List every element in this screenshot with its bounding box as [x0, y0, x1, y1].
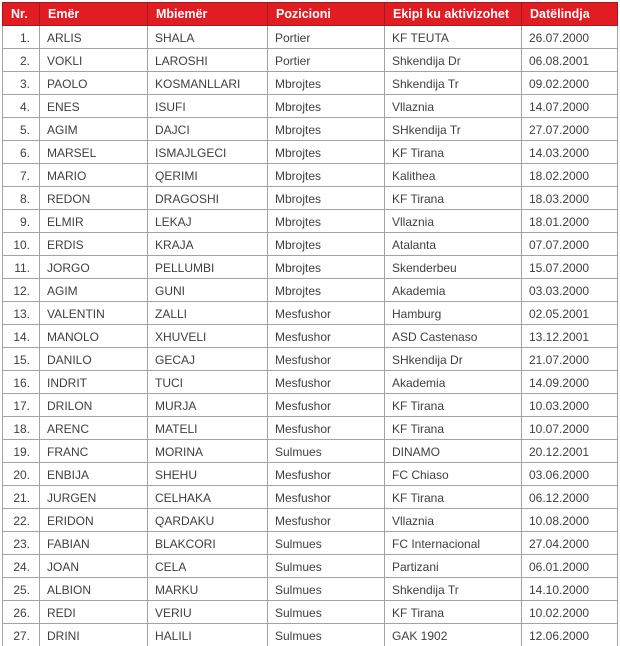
cell-ekipi: KF Tirana: [385, 486, 522, 509]
table-body: [3, 26, 618, 646]
cell-mbiemer: LEKAJ: [148, 210, 268, 233]
col-header-pozicioni: Pozicioni: [268, 3, 385, 26]
cell-pozicioni: Mesfushor: [268, 394, 385, 417]
cell-mbiemer: CELA: [148, 555, 268, 578]
cell-nr: 25.: [3, 578, 40, 601]
cell-pozicioni: Portier: [268, 26, 385, 49]
cell-ekipi: KF Tirana: [385, 187, 522, 210]
cell-datelindja: 06.01.2000: [522, 555, 618, 578]
cell-mbiemer: SHALA: [148, 26, 268, 49]
cell-nr: 12.: [3, 279, 40, 302]
cell-emer: ENES: [40, 95, 148, 118]
cell-emer: INDRIT: [40, 371, 148, 394]
cell-emer: ERDIS: [40, 233, 148, 256]
cell-ekipi: FC Internacional: [385, 532, 522, 555]
cell-emer: PAOLO: [40, 72, 148, 95]
cell-mbiemer: TUCI: [148, 371, 268, 394]
cell-nr: 6.: [3, 141, 40, 164]
table-row: [3, 233, 618, 256]
cell-emer: MARSEL: [40, 141, 148, 164]
cell-nr: 23.: [3, 532, 40, 555]
table-row: [3, 532, 618, 555]
table-row: [3, 486, 618, 509]
cell-ekipi: Akademia: [385, 279, 522, 302]
cell-mbiemer: BLAKCORI: [148, 532, 268, 555]
cell-datelindja: 14.09.2000: [522, 371, 618, 394]
cell-nr: 15.: [3, 348, 40, 371]
cell-mbiemer: ISMAJLGECI: [148, 141, 268, 164]
cell-pozicioni: Mbrojtes: [268, 210, 385, 233]
cell-nr: 21.: [3, 486, 40, 509]
cell-nr: 5.: [3, 118, 40, 141]
cell-emer: DRILON: [40, 394, 148, 417]
cell-datelindja: 10.07.2000: [522, 417, 618, 440]
cell-emer: REDON: [40, 187, 148, 210]
cell-datelindja: 12.06.2000: [522, 624, 618, 646]
cell-ekipi: ASD Castenaso: [385, 325, 522, 348]
cell-emer: AGIM: [40, 279, 148, 302]
cell-ekipi: KF Tirana: [385, 141, 522, 164]
cell-ekipi: SHkendija Dr: [385, 348, 522, 371]
cell-emer: DRINI: [40, 624, 148, 646]
cell-nr: 19.: [3, 440, 40, 463]
cell-datelindja: 03.03.2000: [522, 279, 618, 302]
cell-datelindja: 14.03.2000: [522, 141, 618, 164]
cell-datelindja: 14.07.2000: [522, 95, 618, 118]
cell-nr: 24.: [3, 555, 40, 578]
cell-emer: VALENTIN: [40, 302, 148, 325]
table-row: [3, 348, 618, 371]
cell-emer: JURGEN: [40, 486, 148, 509]
cell-nr: 18.: [3, 417, 40, 440]
cell-pozicioni: Sulmues: [268, 624, 385, 646]
cell-pozicioni: Portier: [268, 49, 385, 72]
cell-ekipi: SHkendija Tr: [385, 118, 522, 141]
table-row: [3, 95, 618, 118]
cell-nr: 13.: [3, 302, 40, 325]
cell-mbiemer: VERIU: [148, 601, 268, 624]
cell-pozicioni: Mbrojtes: [268, 72, 385, 95]
cell-datelindja: 27.07.2000: [522, 118, 618, 141]
cell-emer: FABIAN: [40, 532, 148, 555]
cell-datelindja: 20.12.2001: [522, 440, 618, 463]
cell-nr: 8.: [3, 187, 40, 210]
table-row: [3, 279, 618, 302]
col-header-datelindja: Datëlindja: [522, 3, 618, 26]
cell-datelindja: 13.12.2001: [522, 325, 618, 348]
players-table: [2, 2, 618, 646]
cell-emer: ELMIR: [40, 210, 148, 233]
cell-datelindja: 18.02.2000: [522, 164, 618, 187]
cell-ekipi: KF Tirana: [385, 417, 522, 440]
table-row: [3, 440, 618, 463]
cell-pozicioni: Mesfushor: [268, 348, 385, 371]
cell-pozicioni: Mesfushor: [268, 463, 385, 486]
cell-mbiemer: LAROSHI: [148, 49, 268, 72]
cell-datelindja: 27.04.2000: [522, 532, 618, 555]
cell-datelindja: 21.07.2000: [522, 348, 618, 371]
cell-pozicioni: Mesfushor: [268, 509, 385, 532]
cell-ekipi: KF Tirana: [385, 601, 522, 624]
cell-nr: 2.: [3, 49, 40, 72]
cell-datelindja: 07.07.2000: [522, 233, 618, 256]
cell-ekipi: Akademia: [385, 371, 522, 394]
cell-pozicioni: Mbrojtes: [268, 233, 385, 256]
cell-ekipi: Hamburg: [385, 302, 522, 325]
cell-ekipi: FC Chiaso: [385, 463, 522, 486]
cell-emer: MANOLO: [40, 325, 148, 348]
cell-pozicioni: Sulmues: [268, 555, 385, 578]
cell-mbiemer: ZALLI: [148, 302, 268, 325]
cell-ekipi: Atalanta: [385, 233, 522, 256]
cell-ekipi: KF TEUTA: [385, 26, 522, 49]
cell-mbiemer: ISUFI: [148, 95, 268, 118]
cell-mbiemer: KOSMANLLARI: [148, 72, 268, 95]
cell-nr: 7.: [3, 164, 40, 187]
col-header-emer: Emër: [40, 3, 148, 26]
cell-nr: 10.: [3, 233, 40, 256]
cell-mbiemer: DRAGOSHI: [148, 187, 268, 210]
cell-mbiemer: HALILI: [148, 624, 268, 646]
cell-datelindja: 10.08.2000: [522, 509, 618, 532]
table-row: [3, 555, 618, 578]
cell-mbiemer: SHEHU: [148, 463, 268, 486]
cell-nr: 14.: [3, 325, 40, 348]
cell-mbiemer: QERIMI: [148, 164, 268, 187]
cell-ekipi: Vllaznia: [385, 509, 522, 532]
cell-ekipi: Kalithea: [385, 164, 522, 187]
cell-pozicioni: Mesfushor: [268, 325, 385, 348]
cell-emer: ARLIS: [40, 26, 148, 49]
cell-pozicioni: Sulmues: [268, 601, 385, 624]
cell-mbiemer: QARDAKU: [148, 509, 268, 532]
cell-datelindja: 18.01.2000: [522, 210, 618, 233]
table-header: [3, 3, 618, 26]
table-row: [3, 463, 618, 486]
cell-datelindja: 26.07.2000: [522, 26, 618, 49]
cell-nr: 26.: [3, 601, 40, 624]
cell-datelindja: 18.03.2000: [522, 187, 618, 210]
cell-emer: JOAN: [40, 555, 148, 578]
cell-pozicioni: Sulmues: [268, 532, 385, 555]
cell-nr: 17.: [3, 394, 40, 417]
table-row: [3, 187, 618, 210]
cell-datelindja: 09.02.2000: [522, 72, 618, 95]
cell-ekipi: Shkendija Dr: [385, 49, 522, 72]
cell-emer: JORGO: [40, 256, 148, 279]
cell-datelindja: 02.05.2001: [522, 302, 618, 325]
table-row: [3, 210, 618, 233]
cell-emer: VOKLI: [40, 49, 148, 72]
cell-datelindja: 15.07.2000: [522, 256, 618, 279]
table-row: [3, 601, 618, 624]
cell-emer: FRANC: [40, 440, 148, 463]
cell-emer: MARIO: [40, 164, 148, 187]
cell-emer: ENBIJA: [40, 463, 148, 486]
table-row: [3, 164, 618, 187]
cell-emer: AGIM: [40, 118, 148, 141]
cell-pozicioni: Mbrojtes: [268, 279, 385, 302]
cell-ekipi: DINAMO: [385, 440, 522, 463]
cell-pozicioni: Sulmues: [268, 578, 385, 601]
cell-mbiemer: MATELI: [148, 417, 268, 440]
table-row: [3, 624, 618, 646]
cell-mbiemer: GECAJ: [148, 348, 268, 371]
table-row: [3, 371, 618, 394]
cell-mbiemer: MARKU: [148, 578, 268, 601]
cell-pozicioni: Mesfushor: [268, 302, 385, 325]
cell-nr: 9.: [3, 210, 40, 233]
cell-mbiemer: MORINA: [148, 440, 268, 463]
cell-datelindja: 10.03.2000: [522, 394, 618, 417]
cell-pozicioni: Mbrojtes: [268, 187, 385, 210]
cell-datelindja: 14.10.2000: [522, 578, 618, 601]
table-row: [3, 578, 618, 601]
cell-nr: 1.: [3, 26, 40, 49]
cell-ekipi: KF Tirana: [385, 394, 522, 417]
cell-ekipi: Vllaznia: [385, 95, 522, 118]
cell-mbiemer: DAJCI: [148, 118, 268, 141]
cell-mbiemer: KRAJA: [148, 233, 268, 256]
table-row: [3, 325, 618, 348]
cell-emer: ARENC: [40, 417, 148, 440]
cell-nr: 22.: [3, 509, 40, 532]
cell-nr: 20.: [3, 463, 40, 486]
cell-pozicioni: Mesfushor: [268, 417, 385, 440]
cell-emer: ALBION: [40, 578, 148, 601]
cell-ekipi: Shkendija Tr: [385, 578, 522, 601]
table-row: [3, 394, 618, 417]
cell-pozicioni: Mbrojtes: [268, 141, 385, 164]
table-row: [3, 141, 618, 164]
cell-mbiemer: CELHAKA: [148, 486, 268, 509]
cell-datelindja: 06.08.2001: [522, 49, 618, 72]
cell-mbiemer: XHUVELI: [148, 325, 268, 348]
cell-datelindja: 03.06.2000: [522, 463, 618, 486]
table-row: [3, 302, 618, 325]
table-row: [3, 509, 618, 532]
table-row: [3, 256, 618, 279]
cell-emer: REDI: [40, 601, 148, 624]
table-row: [3, 49, 618, 72]
table-row: [3, 26, 618, 49]
header-row: [3, 3, 618, 26]
cell-pozicioni: Mbrojtes: [268, 164, 385, 187]
cell-nr: 4.: [3, 95, 40, 118]
cell-ekipi: GAK 1902: [385, 624, 522, 646]
cell-pozicioni: Mbrojtes: [268, 256, 385, 279]
table-row: [3, 72, 618, 95]
col-header-ekipi: Ekipi ku aktivizohet: [385, 3, 522, 26]
cell-mbiemer: PELLUMBI: [148, 256, 268, 279]
table-row: [3, 118, 618, 141]
cell-ekipi: Partizani: [385, 555, 522, 578]
cell-emer: DANILO: [40, 348, 148, 371]
cell-nr: 27.: [3, 624, 40, 646]
cell-nr: 16.: [3, 371, 40, 394]
cell-pozicioni: Mbrojtes: [268, 95, 385, 118]
cell-emer: ERIDON: [40, 509, 148, 532]
table-row: [3, 417, 618, 440]
cell-pozicioni: Mesfushor: [268, 486, 385, 509]
cell-pozicioni: Mbrojtes: [268, 118, 385, 141]
cell-ekipi: Skenderbeu: [385, 256, 522, 279]
cell-pozicioni: Sulmues: [268, 440, 385, 463]
cell-nr: 3.: [3, 72, 40, 95]
cell-nr: 11.: [3, 256, 40, 279]
cell-mbiemer: MURJA: [148, 394, 268, 417]
cell-datelindja: 06.12.2000: [522, 486, 618, 509]
col-header-nr: Nr.: [3, 3, 40, 26]
cell-mbiemer: GUNI: [148, 279, 268, 302]
cell-ekipi: Vllaznia: [385, 210, 522, 233]
cell-datelindja: 10.02.2000: [522, 601, 618, 624]
cell-ekipi: Shkendija Tr: [385, 72, 522, 95]
col-header-mbiemer: Mbiemër: [148, 3, 268, 26]
cell-pozicioni: Mesfushor: [268, 371, 385, 394]
